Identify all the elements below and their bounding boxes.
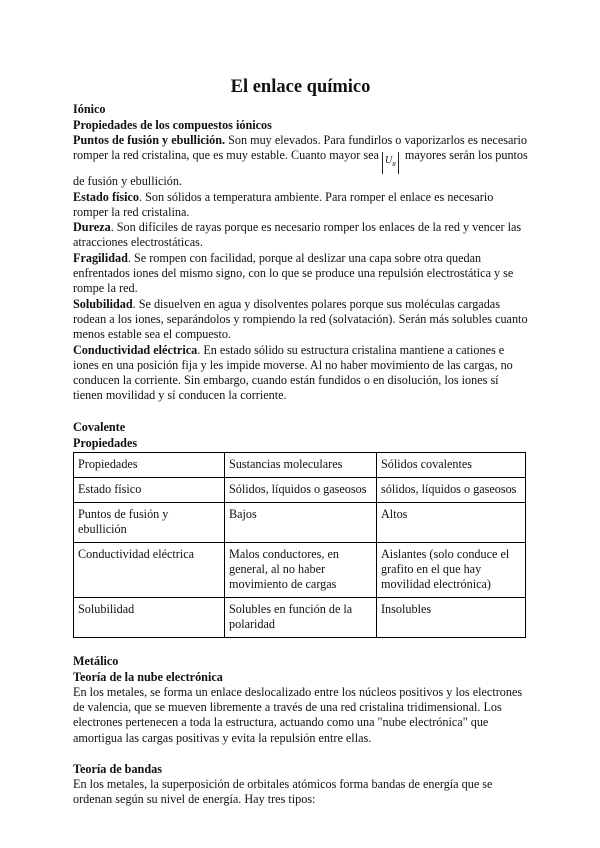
table-cell: Insolubles xyxy=(377,597,526,637)
prop-text: . Son difíciles de rayas porque es necesario romper los enlaces de la red y vencer las atracciones electrostáticas. xyxy=(73,220,522,250)
table-cell: Sólidos, líquidos o gaseosos xyxy=(225,477,377,502)
table-cell: Sólidos covalentes xyxy=(377,452,526,477)
covalente-subheading: Propiedades xyxy=(73,435,138,450)
table-cell: Altos xyxy=(377,502,526,542)
prop-label: Conductividad eléctrica xyxy=(73,342,198,357)
table-row xyxy=(74,452,526,477)
table-cell: Puntos de fusión y ebullición xyxy=(74,502,225,542)
teoria-bandas-heading: Teoría de bandas xyxy=(73,761,162,776)
document-page xyxy=(73,70,528,808)
prop-label: Estado físico xyxy=(73,189,140,204)
ionico-heading: Iónico xyxy=(73,102,106,116)
table-cell: Conductividad eléctrica xyxy=(74,542,225,597)
prop-text: . En estado sólido su estructura cristalina mantiene a cationes e iones en una posición fija y les impide moverse. Al no haber movimiento de las cargas, no conducen la corriente. Sin embargo, cuando están fundidos o en disolución, los iones sí tienen movilidad y sí conducen la corriente. xyxy=(73,342,513,403)
prop-dureza xyxy=(73,220,528,251)
table-cell: Solubles en función de la polaridad xyxy=(225,597,377,637)
ionico-subheading: Propiedades de los compuestos iónicos xyxy=(73,118,272,132)
table-cell: Propiedades xyxy=(74,452,225,477)
table-row xyxy=(74,502,526,542)
lattice-energy-symbol: $U_R$ xyxy=(382,152,399,174)
table-row xyxy=(74,542,526,597)
table-cell: Sustancias moleculares xyxy=(225,452,377,477)
prop-conductividad xyxy=(73,343,528,404)
table-cell: Malos conductores, en general, al no haber movimiento de cargas xyxy=(225,542,377,597)
nube-electronica-heading: Teoría de la nube electrónica xyxy=(73,669,223,684)
prop-label: Dureza xyxy=(73,220,111,235)
prop-fragilidad xyxy=(73,251,528,297)
nube-electronica-text: En los metales, se forma un enlace deslocalizado entre los núcleos positivos y los electrones de valencia, que se mueven libremente a través de una red cristalina tridimensional. Los electrones pertenecen a toda la estructura, actuando como una "nube electrónica" que amortigua las cargas positivas y evita la repulsión entre ellas. xyxy=(73,684,523,745)
table-cell: Bajos xyxy=(225,502,377,542)
table-cell: Estado físico xyxy=(74,477,225,502)
prop-label: Puntos de fusión y ebullición. xyxy=(73,133,226,147)
prop-estado-fisico xyxy=(73,190,528,221)
metalico-heading: Metálico xyxy=(73,653,119,668)
table-cell: sólidos, líquidos o gaseosos xyxy=(377,477,526,502)
table-row xyxy=(74,477,526,502)
table-cell: Aislantes (solo conduce el grafito en el que hay movilidad electrónica) xyxy=(377,542,526,597)
table-cell: Solubilidad xyxy=(74,597,225,637)
prop-solubilidad xyxy=(73,297,528,343)
prop-text: Son muy elevados. Para fundirlos o vaporizarlos es necesario romper la red cristalina, que es muy estable. Cuanto mayor sea xyxy=(73,133,527,163)
table-row xyxy=(74,597,526,637)
document-title: El enlace químico xyxy=(230,77,371,97)
prop-label: Solubilidad xyxy=(73,296,133,311)
teoria-bandas-text: En los metales, la superposición de orbitales atómicos forma bandas de energía que se ordenan según su nivel de energía. Hay tres tipos: xyxy=(73,776,493,807)
covalent-properties-table xyxy=(73,452,526,638)
prop-label: Fragilidad xyxy=(73,250,128,265)
prop-text: mayores serán los puntos de fusión y ebullición. xyxy=(73,148,528,189)
prop-text: . Son sólidos a temperatura ambiente. Para romper el enlace es necesario romper la red cristalina. xyxy=(73,189,494,219)
covalente-heading: Covalente xyxy=(73,419,126,434)
prop-puntos-fusion xyxy=(73,133,528,190)
prop-text: . Se disuelven en agua y disolventes polares porque sus moléculas cargadas rodean a los iones, separándolos y rompiendo la red (solvatación). Serán más solubles cuanto menos estable sea el compuesto. xyxy=(73,296,528,342)
prop-text: . Se rompen con facilidad, porque al deslizar una capa sobre otra quedan enfrentados iones del mismo signo, con lo que se produce una repulsión electrostática y se rompe la red. xyxy=(73,250,514,296)
